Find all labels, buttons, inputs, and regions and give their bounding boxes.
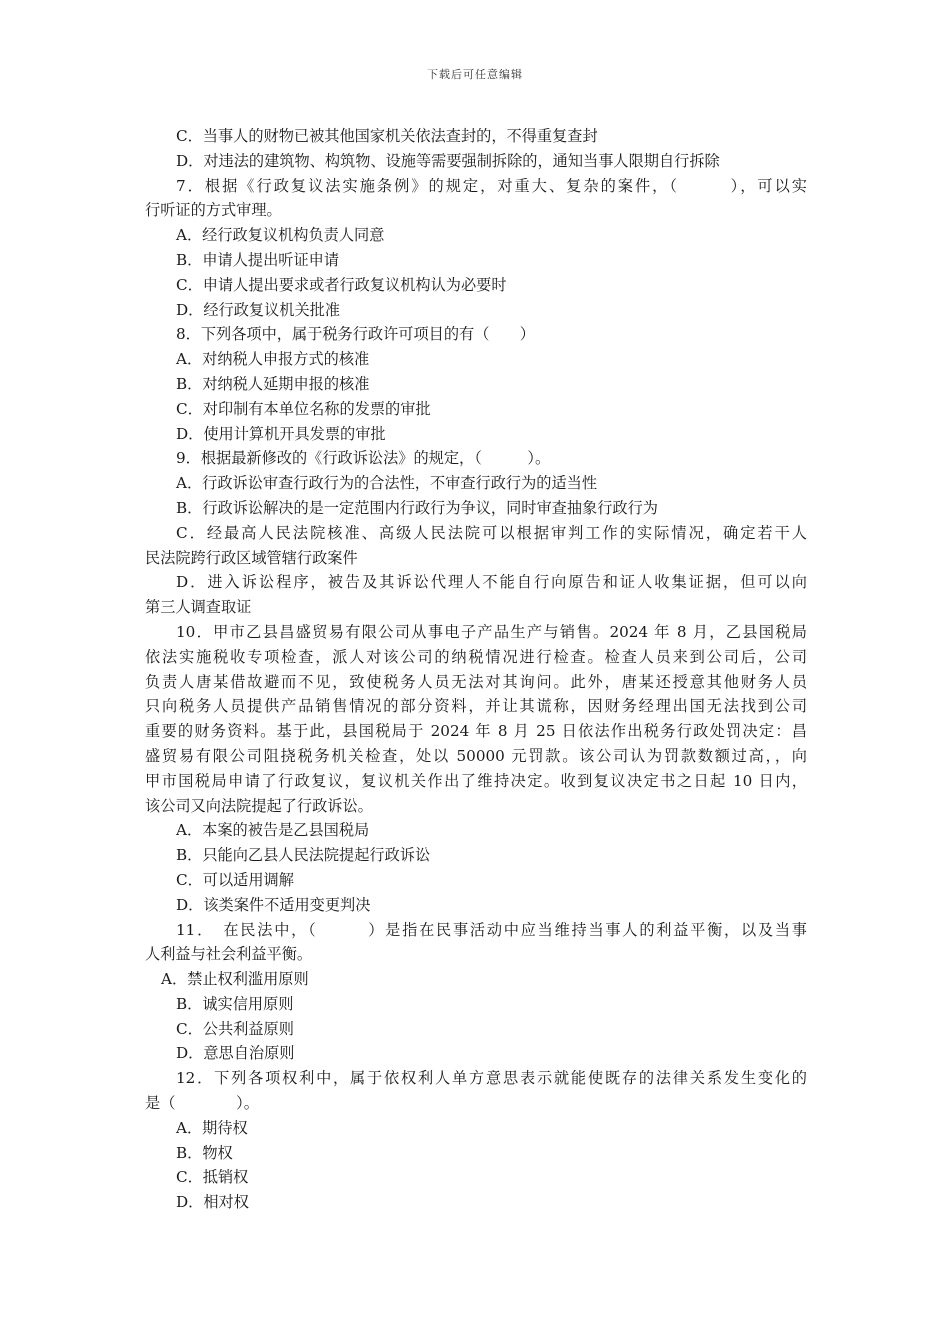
text-line: B．对纳税人延期申报的核准 <box>176 374 370 393</box>
text-line: C．申请人提出要求或者行政复议机构认为必要时 <box>176 275 507 294</box>
text-line: A．本案的被告是乙县国税局 <box>176 821 370 840</box>
document-body <box>145 124 807 1215</box>
text-line: 11． 在民法中，（ ）是指在民事活动中应当维持当事人的利益平衡，以及当事 <box>176 920 807 939</box>
text-line: A．期待权 <box>176 1118 248 1137</box>
text-line: 12．下列各项权利中，属于依权利人单方意思表示就能使既存的法律关系发生变化的 <box>176 1069 807 1088</box>
text-line: 第三人调查取证 <box>145 598 252 617</box>
text-line: 只向税务人员提供产品销售情况的部分资料，并让其谎称，因财务经理出国无法找到公司 <box>145 697 807 716</box>
text-line: B．只能向乙县人民法院提起行政诉讼 <box>176 846 431 865</box>
text-line: 是（ ）。 <box>145 1094 259 1113</box>
text-line: 7．根据《行政复议法实施条例》的规定，对重大、复杂的案件，（ ），可以实 <box>176 176 807 195</box>
text-line: 9．根据最新修改的《行政诉讼法》的规定，（ ）。 <box>176 449 551 468</box>
text-line: 甲市国税局申请了行政复议，复议机关作出了维持决定。收到复议决定书之日起 10 日内， <box>145 771 807 790</box>
text-line: B．申请人提出听证申请 <box>176 250 340 269</box>
text-line: B．行政诉讼解决的是一定范围内行政行为争议，同时审查抽象行政行为 <box>176 498 658 517</box>
text-line: 10．甲市乙县昌盛贸易有限公司从事电子产品生产与销售。2024 年 8 月，乙县国税局 <box>176 622 807 641</box>
text-line: A．经行政复议机构负责人同意 <box>176 226 385 245</box>
text-line: C．对印制有本单位名称的发票的审批 <box>176 399 431 418</box>
text-line: 行听证的方式审理。 <box>145 201 282 220</box>
text-line: A．禁止权利滥用原则 <box>161 970 309 989</box>
text-line: 8．下列各项中，属于税务行政许可项目的有（ ） <box>176 325 535 344</box>
text-line: 民法院跨行政区域管辖行政案件 <box>145 548 358 567</box>
text-line: D．该类案件不适用变更判决 <box>176 895 371 914</box>
text-line: C．经最高人民法院核准、高级人民法院可以根据审判工作的实际情况，确定若干人 <box>176 523 807 542</box>
text-line: C．抵销权 <box>176 1168 249 1187</box>
text-line: A．行政诉讼审查行政行为的合法性，不审查行政行为的适当性 <box>176 474 598 493</box>
text-line: D．使用计算机开具发票的审批 <box>176 424 386 443</box>
text-line: D．进入诉讼程序，被告及其诉讼代理人不能自行向原告和证人收集证据，但可以向 <box>176 573 807 592</box>
text-line: C．可以适用调解 <box>176 870 294 889</box>
text-line: A．对纳税人申报方式的核准 <box>176 350 370 369</box>
text-line: 重要的财务资料。基于此，县国税局于 2024 年 8 月 25 日依法作出税务行政处罚决定：昌 <box>145 722 807 741</box>
page-header: 下载后可任意编辑 <box>427 68 523 81</box>
text-line: C．当事人的财物已被其他国家机关依法查封的，不得重复查封 <box>176 127 598 145</box>
text-line: B．物权 <box>176 1143 233 1162</box>
text-line: 负责人唐某借故避而不见，致使税务人员无法对其询问。此外，唐某还授意其他财务人员 <box>145 672 807 691</box>
text-line: 依法实施税收专项检查，派人对该公司的纳税情况进行检查。检查人员来到公司后，公司 <box>145 647 807 666</box>
text-line: 人利益与社会利益平衡。 <box>145 945 313 964</box>
text-line: D．意思自治原则 <box>176 1044 295 1063</box>
text-line: C．公共利益原则 <box>176 1019 294 1038</box>
text-line: D．经行政复议机关批准 <box>176 300 341 319</box>
text-line: B．诚实信用原则 <box>176 994 294 1013</box>
text-line: D．对违法的建筑物、构筑物、设施等需要强制拆除的，通知当事人限期自行拆除 <box>176 151 720 170</box>
text-line: D．相对权 <box>176 1193 249 1212</box>
text-line: 该公司又向法院提起了行政诉讼。 <box>145 796 373 815</box>
text-line: 盛贸易有限公司阻挠税务机关检查，处以 50000 元罚款。该公司认为罚款数额过高，，向 <box>145 746 807 765</box>
